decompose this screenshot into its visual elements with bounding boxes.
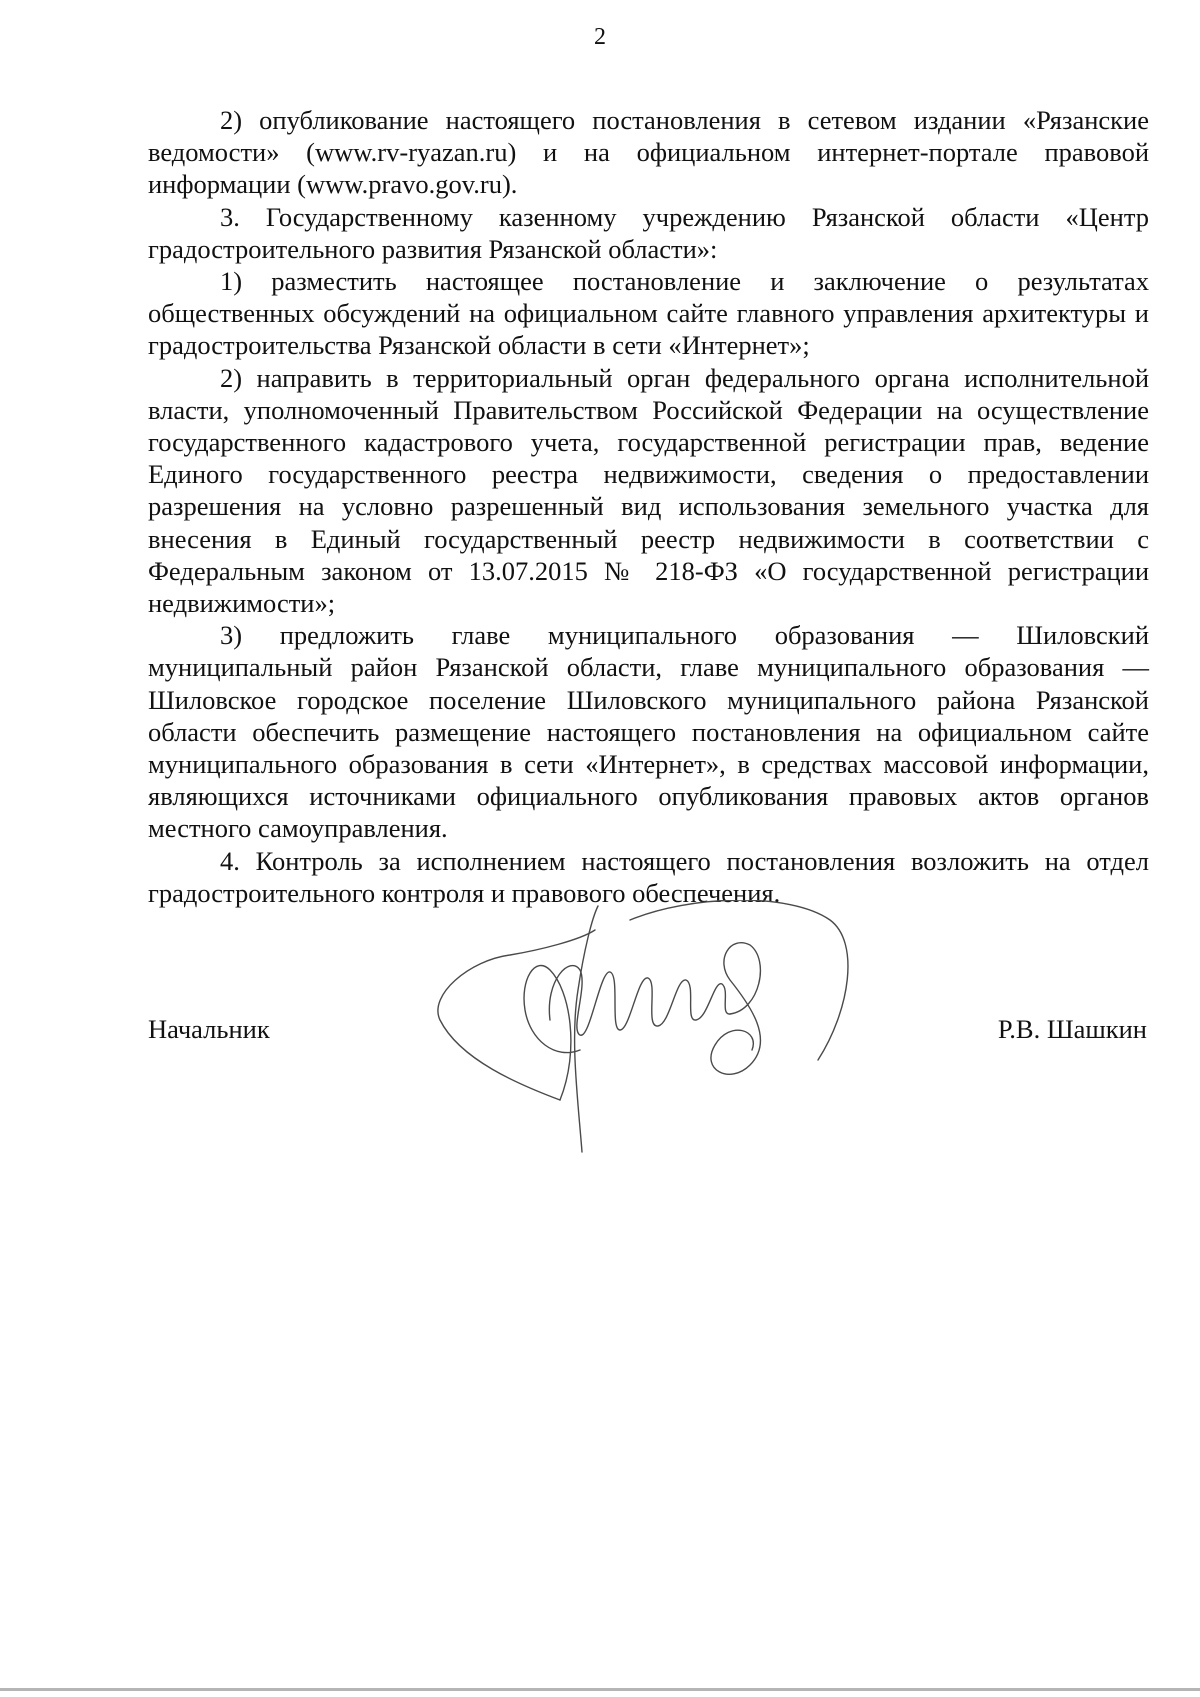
signatory-name: Р.В. Шашкин [997,1014,1147,1044]
paragraph-item-4: 4. Контроль за исполнением настоящего постановления возложить на отдел градостроительного контроля и правового обеспечения. [148,845,1149,908]
paragraph-item-3-1: 1) разместить настоящее постановление и заключение о результатах общественных обсуждений на официальном сайте главного управления архитектуры и градостроительства Рязанской области в сети «Интернет»; [148,266,1149,361]
paragraph-item-3-2: 2) направить в территориальный орган федерального органа исполнительной власти, уполномоченный Правительством Российской Федерации на осуществление государственного кадастрового учета, государственной регистрации прав, ведение Единого государственного реестра недвижимости, сведения о предоставлении разрешения на условно разрешенный вид использования земельного участка для внесения в Единый государственный реестр недвижимости в соответствии с Федеральным законом от 13.07.2015 № 218-ФЗ «О государственной регистрации недвижимости»; [148,362,1149,619]
handwritten-signature [430,900,900,1170]
paragraph-item-3-3: 3) предложить главе муниципального образования — Шиловский муниципальный район Рязанской области, главе муниципального образования — Шиловское городское поселение Шиловского муниципального района Рязанской области обеспечить размещение настоящего постановления на официальном сайте муниципального образования в сети «Интернет», в средствах массовой информации, являющихся источниками официального опубликования правовых актов органов местного самоуправления. [148,620,1149,844]
paragraph-publication: 2) опубликование настоящего постановления в сетевом издании «Рязанские ведомости» (www.rv-ryazan.ru) и на официальном интернет-портале правовой информации (www.pravo.gov.ru). [148,105,1149,200]
bottom-rule [0,1688,1200,1691]
page-number: 2 [594,24,606,50]
paragraph-item-3: 3. Государственному казенному учреждению Рязанской области «Центр градостроительного развития Рязанской области»: [148,201,1149,264]
signatory-title: Начальник [148,1014,270,1044]
document-body [148,104,1149,909]
